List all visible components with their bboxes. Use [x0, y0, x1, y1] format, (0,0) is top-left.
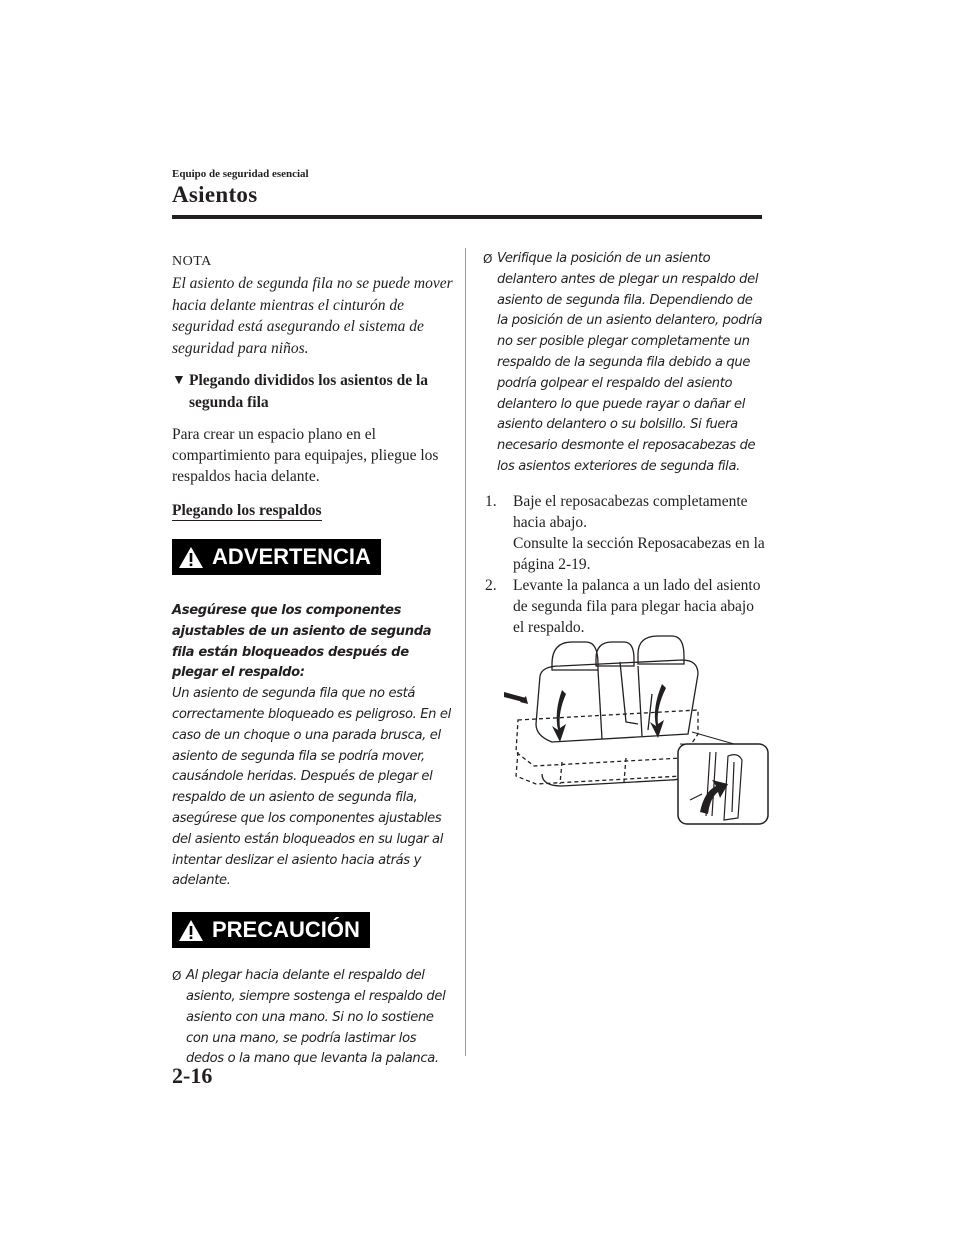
warning-banner-wrap — [172, 539, 454, 575]
warning-triangle-icon — [178, 546, 204, 569]
step-1-sub: Consulte la sección Reposacabezas en la página 2-19. — [513, 534, 765, 573]
page-number: 2-16 — [172, 1063, 213, 1088]
step-text — [513, 491, 765, 575]
arrow-bullet-icon: Ø — [172, 969, 182, 984]
step-number: 2. — [485, 576, 497, 594]
warning-heading: Asegúrese que los componentes ajustables de un asiento de segunda fila están bloqueados después de plegar el respaldo: — [172, 603, 432, 681]
caution-banner-wrap — [172, 912, 454, 948]
caution-triangle-icon — [178, 919, 204, 942]
lever-detail-inset — [678, 744, 768, 824]
warning-banner — [172, 539, 381, 575]
right-column — [483, 249, 765, 638]
left-column — [172, 252, 454, 1070]
fold-arrow-right-icon — [650, 684, 666, 738]
step-2-main: Levante la palanca a un lado del asiento de segunda fila para plegar hacia abajo el respaldo. — [513, 576, 761, 636]
caution-banner — [172, 912, 370, 948]
caution-bullet — [172, 966, 454, 1070]
arrow-bullet-icon: Ø — [483, 252, 493, 266]
caution-bullet-front-seat — [483, 249, 765, 478]
warning-label: ADVERTENCIA — [212, 544, 371, 569]
seat-folding-illustration — [502, 634, 772, 829]
step-1 — [483, 491, 765, 575]
step-1-main: Baje el reposacabezas completamente hacia abajo. — [513, 492, 748, 531]
note-text: El asiento de segunda fila no se puede mover hacia delante mientras el cinturón de seguridad está asegurando el sistema de seguridad para niños. — [172, 275, 453, 357]
step-2 — [483, 575, 765, 638]
subheading-text: Plegando divididos los asientos de la segunda fila — [189, 372, 429, 411]
caution-label: PRECAUCIÓN — [212, 917, 360, 943]
caution-bullet-front-seat-text: Verifique la posición de un asiento delantero antes de plegar un respaldo del asiento de segunda fila. Dependiendo de la posición de un asiento delantero, podría no ser posible plegar completamente un respaldo de la segunda fila debido a que podría golpear el respaldo del asiento delantero lo que puede rayar o dañar el asiento delantero o su bolsillo. Si fuera necesario desmonte el reposacabezas de los asientos exteriores de segunda fila. — [497, 251, 763, 474]
header-rule — [172, 215, 762, 219]
warning-body: Un asiento de segunda fila que no está correctamente bloqueado es peligroso. En el caso de un choque o una parada brusca, el asiento de segunda fila se podría mover, causándole heridas. Después de plegar el respaldo de un asiento de segunda fila, asegúrese que los componentes ajustables del asiento están bloqueados en su lugar al intentar deslizar el asiento hacia atrás y adelante. — [172, 686, 451, 889]
subheading — [172, 370, 454, 414]
column-divider — [465, 248, 466, 1056]
caution-bullet-text: Al plegar hacia delante el respaldo del asiento, siempre sostenga el respaldo del asiento con una mano. Si no lo sostiene con una mano, se podría lastimar los dedos o la mano que levanta la palanca. — [186, 968, 446, 1067]
intro-paragraph: Para crear un espacio plano en el compartimiento para equipajes, pliegue los respaldos hacia delante. — [172, 426, 439, 485]
note-label: NOTA — [172, 254, 212, 269]
underlined-heading: Plegando los respaldos — [172, 502, 322, 519]
section-label: Equipo de seguridad esencial — [172, 168, 309, 180]
fold-arrow-left-icon — [552, 690, 566, 742]
step-number: 1. — [485, 492, 497, 510]
page-title: Asientos — [172, 182, 258, 207]
triangle-down-icon: ▼ — [172, 373, 186, 388]
